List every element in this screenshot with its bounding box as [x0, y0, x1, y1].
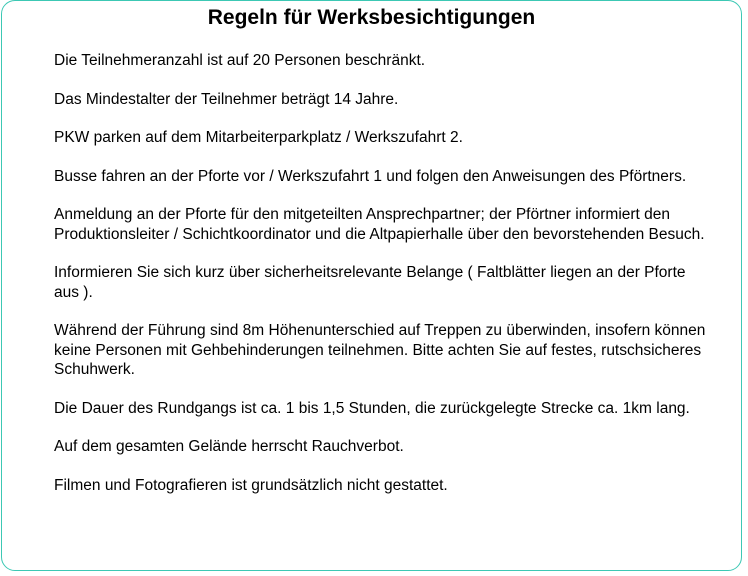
rule-item: Während der Führung sind 8m Höhenunterschied auf Treppen zu überwinden, insofern können keine Personen mit Gehbehinderungen teilnehmen. Bitte achten Sie auf festes, rutschsicheres Schuhwerk.	[54, 322, 706, 378]
rule-item: Anmeldung an der Pforte für den mitgeteilten Ansprechpartner; der Pförtner informiert den Produktionsleiter / Schichtkoordinator und die Altpapierhalle über den bevorstehenden Besuch.	[54, 206, 705, 243]
rules-list	[54, 51, 714, 514]
rule-item: Auf dem gesamten Gelände herrscht Rauchverbot.	[54, 438, 404, 455]
document-title: Regeln für Werksbesichtigungen	[207, 6, 536, 29]
rules-card	[1, 0, 742, 571]
rule-item: Filmen und Fotografieren ist grundsätzlich nicht gestattet.	[54, 476, 448, 494]
rule-item: Busse fahren an der Pforte vor / Werkszufahrt 1 und folgen den Anweisungen des Pförtners.	[54, 167, 687, 185]
rule-item: Informieren Sie sich kurz über sicherheitsrelevante Belange ( Faltblätter liegen an der Pforte aus ).	[54, 264, 686, 301]
rule-item: PKW parken auf dem Mitarbeiterparkplatz / Werkszufahrt 2.	[54, 129, 463, 146]
rule-item: Die Teilnehmeranzahl ist auf 20 Personen beschränkt.	[54, 52, 426, 69]
rule-item: Das Mindestalter der Teilnehmer beträgt 14 Jahre.	[54, 90, 399, 108]
rule-item: Die Dauer des Rundgangs ist ca. 1 bis 1,5 Stunden, die zurückgelegte Strecke ca. 1km lang.	[54, 399, 690, 417]
